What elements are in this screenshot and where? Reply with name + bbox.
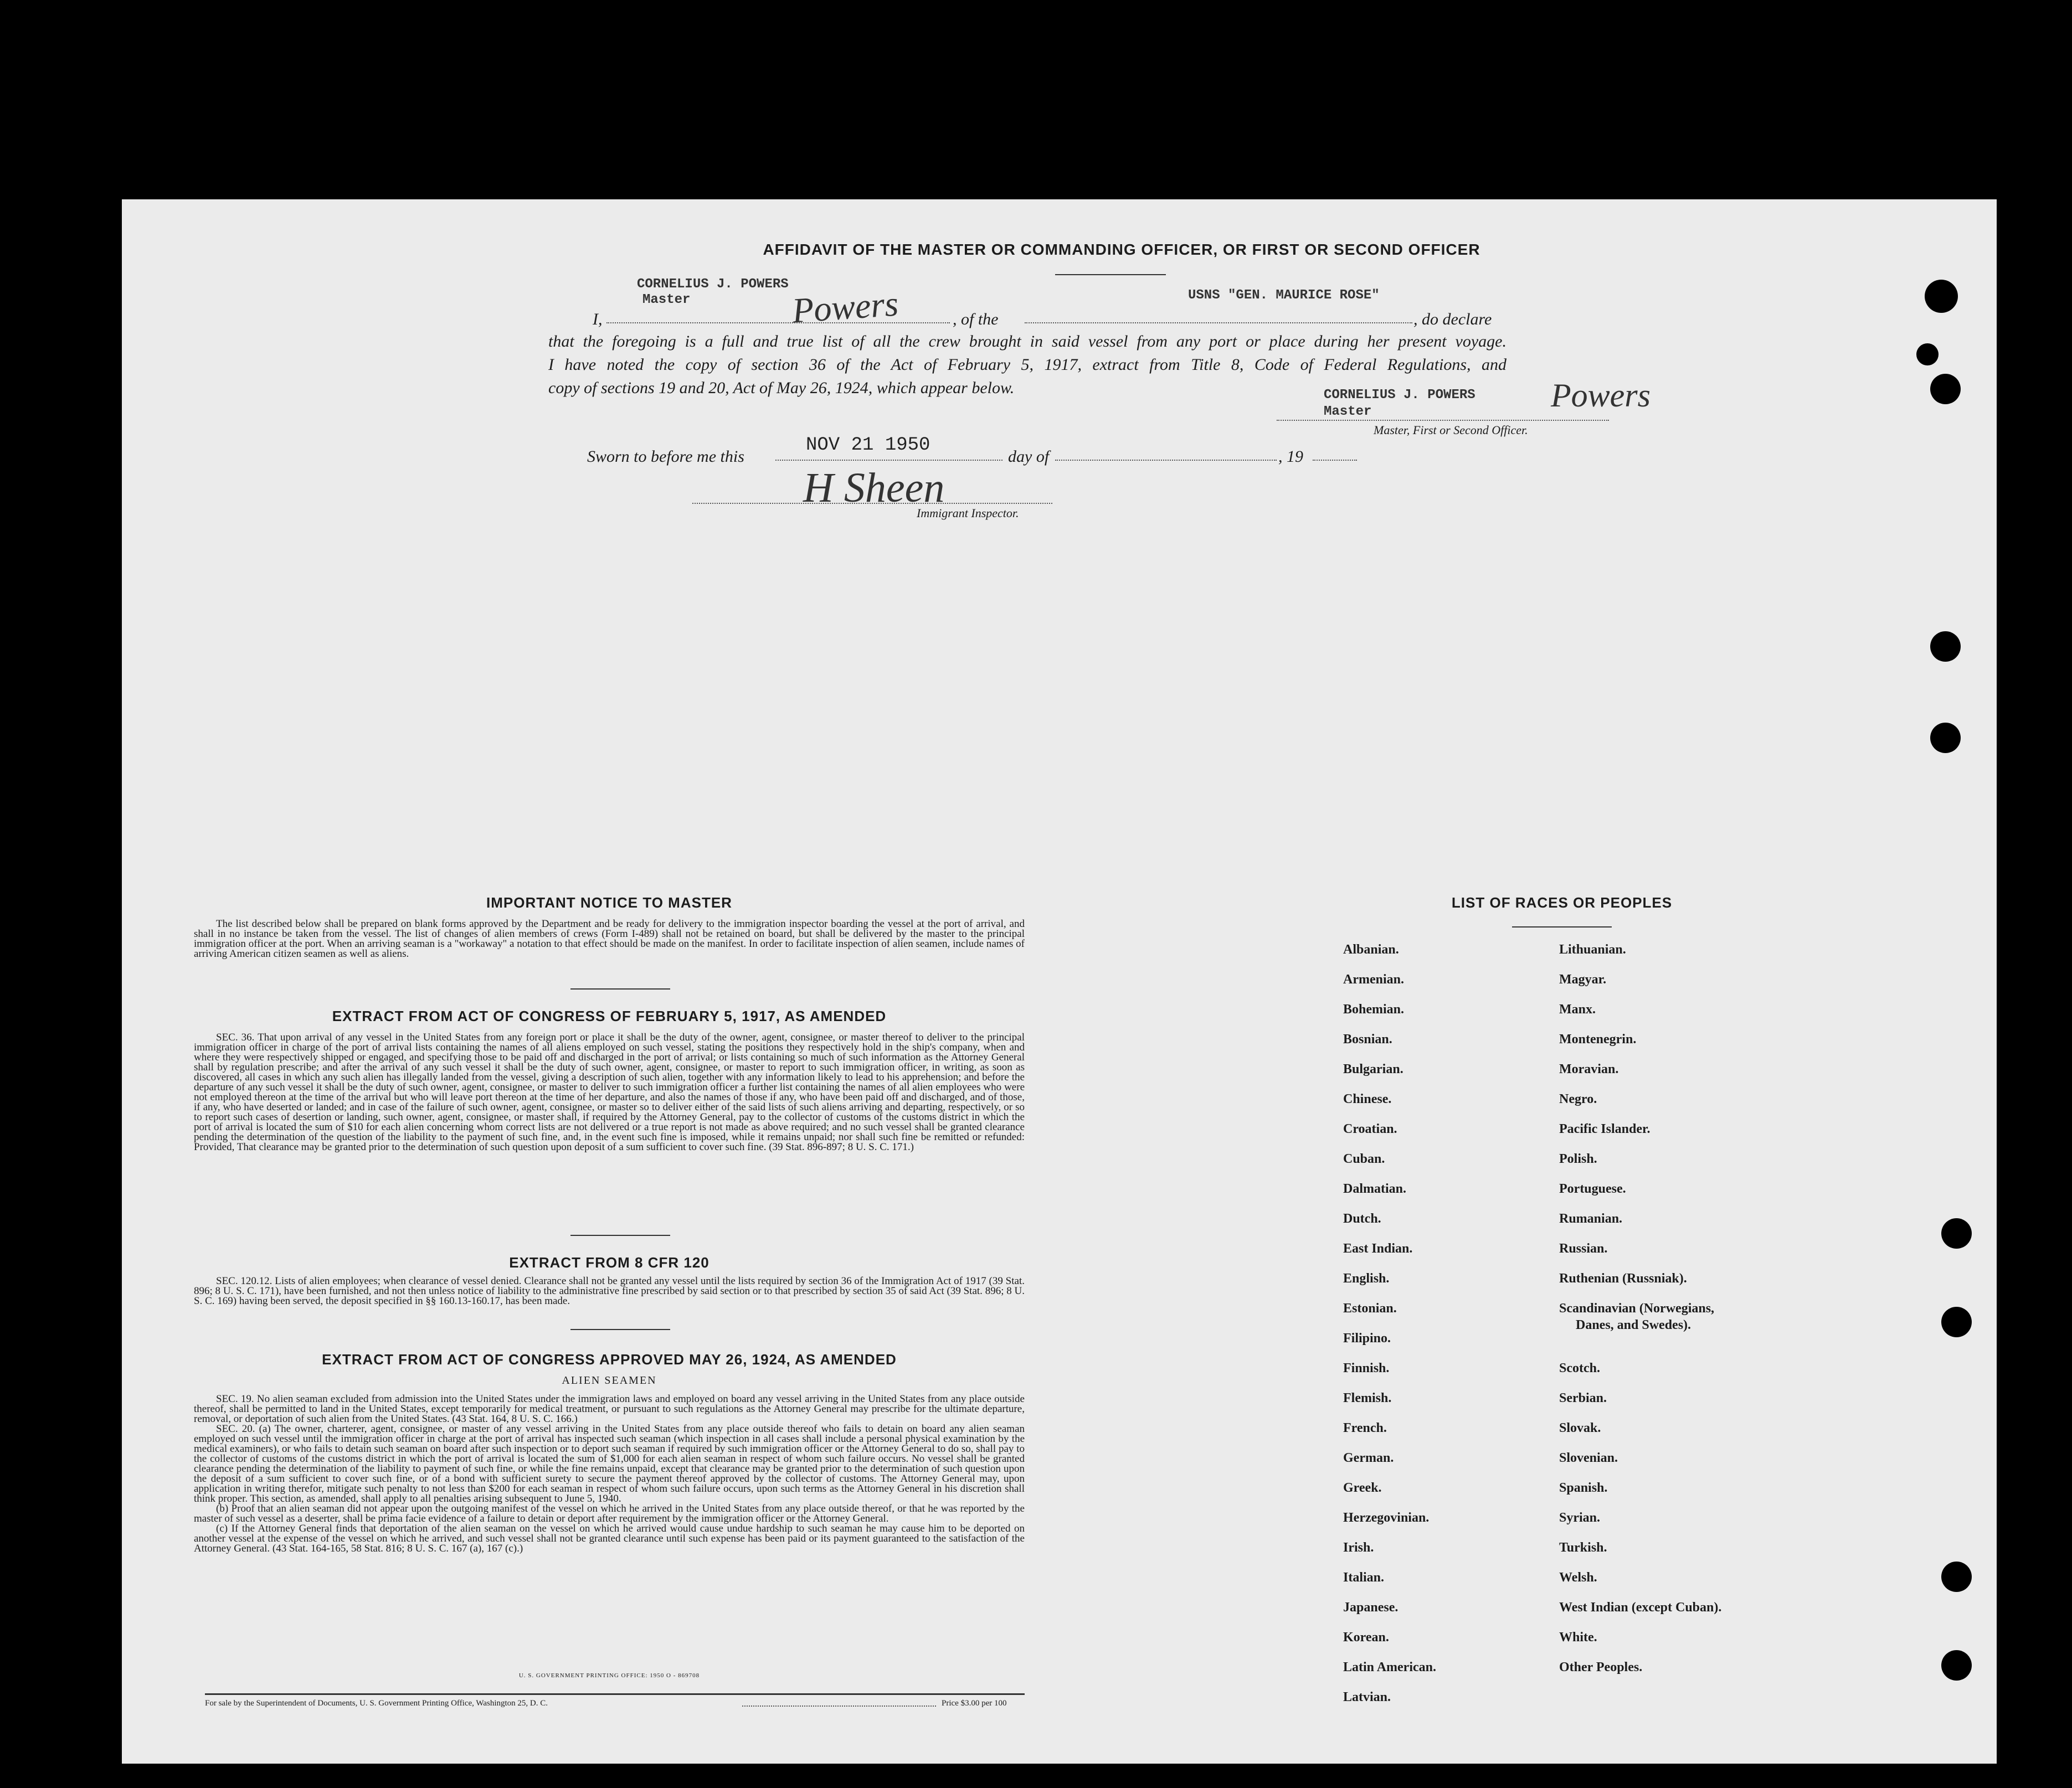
master-signature-line — [1277, 420, 1609, 421]
race-right-10: Russian. — [1559, 1241, 1608, 1256]
officer-name-stamp: CORNELIUS J. POWERS — [637, 277, 789, 292]
punch-hole — [1941, 1650, 1972, 1681]
date-stamp: NOV 21 1950 — [806, 435, 930, 456]
race-right-5: Negro. — [1559, 1092, 1597, 1106]
race-right-6: Pacific Islander. — [1559, 1122, 1651, 1136]
race-right-4: Moravian. — [1559, 1062, 1619, 1076]
footer-right: Price $3.00 per 100 — [942, 1699, 1007, 1708]
footer-left: For sale by the Superintendent of Documents, U. S. Government Printing Office, Washington 25, D. C. — [205, 1699, 548, 1708]
race-left-24: Latin American. — [1343, 1660, 1436, 1674]
i-label: I, — [593, 310, 603, 328]
extract-1917-text: SEC. 36. That upon arrival of any vessel in the United States from any foreign port or place it shall be the duty of the owner, agent, consignee, or master thereof to deliver to the principal immigration officer in charge of the port of arrival lists containing the names of all aliens employed on such vessel, stating the positions they respectively hold in the ship's company, when and where they were respectively shipped or engaged, and specifying those to be paid off and discharged in the port of arrival; or lists containing so much of such information as the Attorney General shall by regulation prescribe; and after the arrival of any such vessel it shall be the duty of such owner, agent, consignee, or master to report to such immigration officer, in writing, as soon as discovered, all cases in which any such alien has illegally landed from the vessel, giving a description of such alien, together with any information likely to lead to his apprehension; and before the departure of any such vessel it shall be the duty of such owner, agent, consignee, or master to deliver to such immigration officer a further list containing the names of all alien employees who were not employed thereon at the time of the arrival but who will leave port thereon at the time of her departure, and also the names of those if any, who have been paid off and discharged, and of those, if any, who have deserted or landed; and in case of the failure of such owner, agent, consignee, or master so to deliver either of the said lists of such aliens arriving and departing, respectively, or so to report such cases of desertion or landing, such owner, agent, consignee, or master shall, if required by the Attorney General, pay to the collector of customs of the customs district in which the port of arrival is located the sum of $10 for each alien concerning whom correct lists are not delivered or a true report is not made as above required; and no such vessel shall be granted clearance pending the determination of the question of the liability to the payment of such fine, and, in the event such fine is imposed, while it remains unpaid; nor shall such fine be remitted or refunded: Provided, That clearance may be granted prior to the determination of such question upon deposit of a sum sufficient to cover such fine. (39 Stat. 896-897; 8 U. S. C. 171.) — [194, 1032, 1025, 1153]
extract-1917-title: EXTRACT FROM ACT OF CONGRESS OF FEBRUARY 5, 1917, AS AMENDED — [332, 1008, 887, 1024]
race-right-23: White. — [1559, 1630, 1597, 1645]
race-right-15: Serbian. — [1559, 1391, 1607, 1405]
race-left-15: Flemish. — [1343, 1391, 1392, 1405]
master-name-stamp: CORNELIUS J. POWERS — [1324, 388, 1475, 403]
title-divider — [1055, 274, 1166, 275]
year-prefix: , 19 — [1278, 447, 1303, 466]
races-divider — [1512, 926, 1612, 928]
notice-title: IMPORTANT NOTICE TO MASTER — [486, 894, 732, 911]
master-signature-2: Powers — [1551, 377, 1651, 414]
race-left-14: Finnish. — [1343, 1361, 1390, 1375]
race-left-2: Bohemian. — [1343, 1002, 1405, 1017]
race-right-12: Scandinavian (Norwegians, — [1559, 1301, 1715, 1316]
master-signature: Powers — [790, 284, 900, 331]
punch-hole — [1930, 374, 1961, 404]
declaration-line-3: copy of sections 19 and 20, Act of May 26, 1924, which appear below. — [548, 379, 1015, 397]
race-right-3: Montenegrin. — [1559, 1032, 1637, 1047]
sec-20a-text: SEC. 20. (a) The owner, charterer, agent, consignee, or master of any vessel arriving in the United States from any place outside thereof who fails to detain on board any alien seaman employed on such vessel until the immigration officer in charge at the port of arrival has inspected such seaman (which inspection in all cases shall include a personal physical examination by the medical examiners), or who fails to detain such seaman on board after such inspection or to deport such seaman if required by such immigration officer or the Attorney General to do so, shall pay to the collector of customs of the customs district in which the port of arrival is located the sum of $1,000 for each alien seaman in respect of whom such failure occurs. No vessel shall be granted clearance pending the determination of the liability to payment of such fine, or while the fine remains unpaid, except that clearance may be granted prior to the determination of such question upon the deposit of a sum sufficient to cover such fine, or of a bond with sufficient surety to secure the payment thereof approved by the collector of customs. The Attorney General may, upon application in writing therefor, mitigate such penalty to not less than $200 for each seaman in respect of whom such failure occurs, upon such terms as the Attorney General in his discretion shall think proper. This section, as amended, shall apply to all penalties arising subsequent to June 5, 1940. — [194, 1423, 1025, 1504]
race-left-10: East Indian. — [1343, 1241, 1413, 1256]
race-right-16: Slovak. — [1559, 1421, 1601, 1435]
race-right-0: Lithuanian. — [1559, 942, 1626, 957]
race-left-3: Bosnian. — [1343, 1032, 1392, 1047]
divider-2 — [570, 1235, 670, 1236]
document-page — [122, 199, 1997, 1764]
punch-hole — [1941, 1307, 1972, 1337]
vessel-stamp: USNS "GEN. MAURICE ROSE" — [1188, 288, 1380, 303]
extract-1924-body — [194, 1394, 1025, 1554]
race-left-8: Dalmatian. — [1343, 1182, 1406, 1196]
inspector-line — [692, 503, 1052, 504]
race-right-20: Turkish. — [1559, 1540, 1607, 1555]
race-left-6: Croatian. — [1343, 1122, 1397, 1136]
race-right-18: Spanish. — [1559, 1481, 1608, 1495]
master-title-stamp: Master — [1324, 404, 1372, 419]
punch-hole — [1916, 343, 1939, 365]
race-right-22: West Indian (except Cuban). — [1559, 1600, 1722, 1615]
race-left-11: English. — [1343, 1271, 1390, 1286]
do-declare-label: , do declare — [1413, 310, 1492, 328]
month-line — [1055, 460, 1277, 461]
declaration-line-2: I have noted the copy of section 36 of the Act of February 5, 1917, extract from Title 8, Code of Federal Regulations, and — [548, 355, 1507, 374]
race-right-1: Magyar. — [1559, 972, 1607, 987]
master-caption: Master, First or Second Officer. — [1374, 423, 1528, 437]
race-right-8: Portuguese. — [1559, 1182, 1626, 1196]
sworn-prefix: Sworn to before me this — [587, 447, 744, 466]
race-left-19: Herzegovinian. — [1343, 1511, 1430, 1525]
extract-1924-subtitle: ALIEN SEAMEN — [562, 1374, 657, 1387]
race-right-7: Polish. — [1559, 1152, 1597, 1166]
race-left-16: French. — [1343, 1421, 1387, 1435]
race-right-2: Manx. — [1559, 1002, 1596, 1017]
race-right-11: Ruthenian (Russniak). — [1559, 1271, 1687, 1286]
race-left-25: Latvian. — [1343, 1690, 1391, 1704]
sec-19-text: SEC. 19. No alien seaman excluded from admission into the United States under the immigration laws and employed on board any vessel arriving in the United States from any place outside thereof, shall be permitted to land in the United States, except temporarily for medical treatment, or pursuant to such regulations as the Attorney General may prescribe for the ultimate departure, removal, or deportation of such alien from the United States. (43 Stat. 164, 8 U. S. C. 166.) — [194, 1393, 1025, 1425]
divider-3 — [570, 1329, 670, 1330]
inspector-caption: Immigrant Inspector. — [917, 506, 1019, 520]
footer-leader — [742, 1705, 936, 1707]
race-left-21: Italian. — [1343, 1570, 1385, 1585]
sec-20c-text: (c) If the Attorney General finds that deportation of the alien seaman on the vessel on which he arrived would cause undue hardship to such seaman he may cause him to be deported on another vessel at the expense of the vessel on which he arrived, and such vessel shall not be granted clearance until such expense has been paid or its payment guaranteed to the satisfaction of the Attorney General. (43 Stat. 164-165, 58 Stat. 816; 8 U. S. C. 167 (a), 167 (c).) — [194, 1523, 1025, 1554]
extract-cfr-title: EXTRACT FROM 8 CFR 120 — [509, 1254, 709, 1271]
race-left-12: Estonian. — [1343, 1301, 1397, 1316]
punch-hole — [1930, 723, 1961, 753]
race-right-9: Rumanian. — [1559, 1212, 1623, 1226]
vessel-line — [1025, 322, 1412, 323]
inspector-signature: H Sheen — [803, 465, 945, 511]
officer-title-stamp: Master — [642, 292, 691, 307]
race-left-9: Dutch. — [1343, 1212, 1381, 1226]
race-right-14: Scotch. — [1559, 1361, 1600, 1375]
race-left-4: Bulgarian. — [1343, 1062, 1403, 1076]
races-title: LIST OF RACES OR PEOPLES — [1451, 894, 1673, 911]
race-left-13: Filipino. — [1343, 1331, 1391, 1346]
race-right-19: Syrian. — [1559, 1511, 1601, 1525]
race-right-17: Slovenian. — [1559, 1451, 1618, 1465]
race-right-21: Welsh. — [1559, 1570, 1597, 1585]
race-left-5: Chinese. — [1343, 1092, 1392, 1106]
race-left-18: Greek. — [1343, 1481, 1382, 1495]
race-left-17: German. — [1343, 1451, 1394, 1465]
declaration-line-1: that the foregoing is a full and true list of all the crew brought in said vessel from any port or place during her present voyage. — [548, 332, 1507, 351]
day-of-label: day of — [1008, 447, 1050, 466]
punch-hole — [1930, 631, 1961, 662]
race-left-22: Japanese. — [1343, 1600, 1399, 1615]
divider-1 — [570, 988, 670, 990]
sec-20b-text: (b) Proof that an alien seaman did not appear upon the outgoing manifest of the vessel on which he arrived in the United States from any place outside thereof, or that he was reported by the master of such vessel as a deserter, shall be prima facie evidence of a failure to detain or deport after requirement by the immigration officer or the Attorney General. — [194, 1503, 1025, 1524]
extract-cfr-text: SEC. 120.12. Lists of alien employees; when clearance of vessel denied. Clearance shall not be granted any vessel until the lists required by section 36 of the Immigration Act of 1917 (39 Stat. 896; 8 U. S. C. 171), have been furnished, and not then unless notice of liability to the administrative fine prescribed by said section or to that prescribed by section 35 of said Act (39 Stat. 896; 8 U. S. C. 169) having been served, the deposit specified in §§ 160.13-160.17, has been made. — [194, 1275, 1025, 1307]
gpo-line: U. S. GOVERNMENT PRINTING OFFICE: 1950 O - 869708 — [518, 1672, 700, 1679]
punch-hole — [1941, 1218, 1972, 1249]
notice-text: The list described below shall be prepared on blank forms approved by the Department and be ready for delivery to the immigration inspector boarding the vessel at the port of arrival, and shall in no instance be taken from the vessel. The list of changes of alien members of crews (Form I-489) shall not be retained on board, but shall be delivered by the master to the principal immigration officer at the port. When an arriving seaman is a "workaway" a notation to that effect should be made on the manifest. In order to facilitate inspection of alien seamen, include names of arriving American citizen seamen as well as aliens. — [194, 918, 1025, 960]
race-left-7: Cuban. — [1343, 1152, 1385, 1166]
punch-hole — [1941, 1562, 1972, 1592]
punch-hole — [1925, 280, 1958, 313]
extract-1924-title: EXTRACT FROM ACT OF CONGRESS APPROVED MAY 26, 1924, AS AMENDED — [322, 1351, 897, 1368]
sworn-date-line — [775, 460, 1002, 461]
race-right-24: Other Peoples. — [1559, 1660, 1643, 1674]
race-left-23: Korean. — [1343, 1630, 1389, 1645]
year-line — [1313, 460, 1357, 461]
footer-rule — [205, 1693, 1025, 1695]
race-left-20: Irish. — [1343, 1540, 1374, 1555]
race-left-1: Armenian. — [1343, 972, 1404, 987]
race-left-0: Albanian. — [1343, 942, 1399, 957]
of-the-label: , of the — [953, 310, 999, 328]
affidavit-title: AFFIDAVIT OF THE MASTER OR COMMANDING OFFICER, OR FIRST OR SECOND OFFICER — [763, 241, 1480, 258]
race-right-13: Danes, and Swedes). — [1576, 1318, 1691, 1332]
